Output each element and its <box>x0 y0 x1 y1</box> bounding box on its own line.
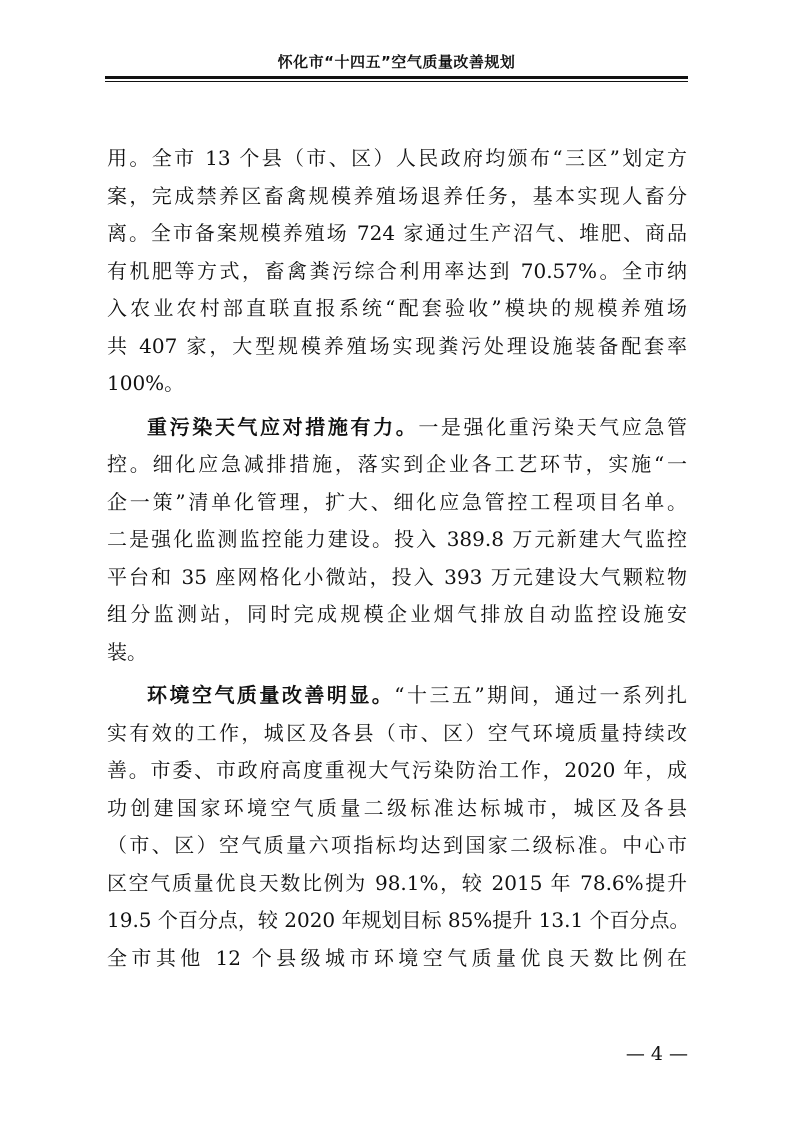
text-line: 区空气质量优良天数比例为 98.1%，较 2015 年 78.6%提升 <box>107 870 687 895</box>
text-line: 善。市委、市政府高度重视大气污染防治工作，2020 年，成 <box>107 758 687 782</box>
header-rule-thin <box>105 81 688 82</box>
text-line: 实有效的工作，城区及各县（市、区）空气环境质量持续改 <box>107 720 687 745</box>
text-line: 19.5 个百分点，较 2020 年规划目标 85%提升 13.1 个百分点。 <box>107 908 690 932</box>
document-body <box>107 140 690 977</box>
paragraph-livestock <box>107 140 687 403</box>
text-line: 控。细化应急减排措施，落实到企业各工艺环节，实施“一 <box>107 452 687 476</box>
text-run: “十三五”期间，通过一系列扎 <box>394 683 688 707</box>
paragraph-heavy-pollution <box>107 409 687 672</box>
text-line: 装。 <box>107 639 147 664</box>
text-line-first <box>107 677 687 715</box>
text-line: 企一策”清单化管理，扩大、细化应急管控工程项目名单。 <box>107 489 687 514</box>
paragraph-air-quality <box>107 677 690 977</box>
text-line: 用。全市 13 个县（市、区）人民政府均颁布“三区”划定方 <box>107 146 687 170</box>
text-line: 案，完成禁养区畜禽规模养殖场退养任务，基本实现人畜分 <box>107 183 687 208</box>
text-line: 共 407 家，大型规模养殖场实现粪污处理设施装备配套率 <box>107 333 687 358</box>
text-line: 平台和 35 座网格化小微站，投入 393 万元建设大气颗粒物 <box>107 564 687 589</box>
text-line: 组分监测站，同时完成规模企业烟气排放自动监控设施安 <box>107 602 687 626</box>
text-line: 100%。 <box>107 371 185 395</box>
text-line: 功创建国家环境空气质量二级标准达标城市，城区及各县 <box>107 795 687 820</box>
header-rule-thick <box>105 76 688 79</box>
text-run: 一是强化重污染天气应急管 <box>418 414 688 439</box>
text-line: 全市其他 12 个县级城市环境空气质量优良天数比例在 <box>107 945 687 970</box>
paragraph-lead: 重污染天气应对措施有力。 <box>147 414 419 439</box>
text-line: 离。全市备案规模养殖场 724 家通过生产沼气、堆肥、商品 <box>107 221 687 245</box>
header-title: 怀化市“十四五”空气质量改善规划 <box>277 53 516 71</box>
paragraph-lead: 环境空气质量改善明显。 <box>147 683 395 707</box>
text-line-first <box>107 409 687 447</box>
page-number: — 4 — <box>625 1043 688 1065</box>
text-line: （市、区）空气质量六项指标均达到国家二级标准。中心市 <box>107 833 687 857</box>
text-line: 二是强化监测监控能力建设。投入 389.8 万元新建大气监控 <box>107 527 687 551</box>
text-line: 有机肥等方式，畜禽粪污综合利用率达到 70.57%。全市纳 <box>107 258 687 283</box>
text-line: 入农业农村部直联直报系统“配套验收”模块的规模养殖场 <box>107 296 687 320</box>
